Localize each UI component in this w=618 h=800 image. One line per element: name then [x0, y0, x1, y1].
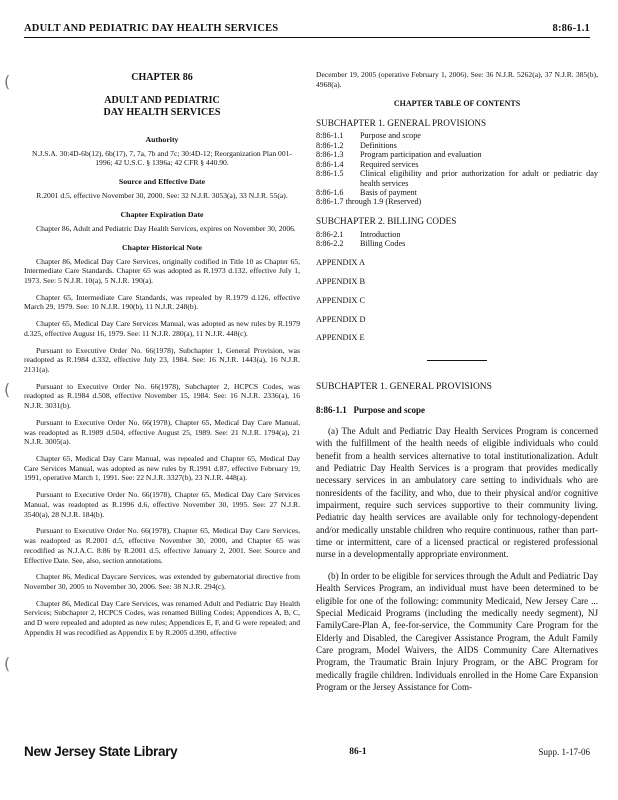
history-note: Chapter 86, Medical Day Care Services, was renamed Adult and Pediatric Day Health Services; Subchapter 2, HCPCS Codes, was renamed Billing Codes; Appendices A, B, C, and D were repealed and adopted as new rules; Appendices E, F, and G were repealed; and Appendix H was recodified as Appendix E by R.2005 d.390, effective: [24, 598, 300, 637]
appendix-item[interactable]: APPENDIX A: [316, 258, 366, 268]
history-heading: Chapter Historical Note: [122, 242, 202, 252]
binding-mark: (: [4, 380, 11, 399]
history-continuation: December 19, 2005 (operative February 1, 2006). See: 36 N.J.R. 5262(a), 37 N.J.R. 385(b), 4968(a).: [316, 70, 598, 89]
toc-entry[interactable]: 8:86-1.5 Clinical eligibility and prior authorization for adult or pediatric day health services: [316, 169, 598, 188]
history-note: Pursuant to Executive Order No. 66(1978), Chapter 65, Medical Day Care Services, was readopted as R.2001 d.5, effective November 30, 2000, and Chapter 65 was recodified as N.J.A.C. 8:86 by R.2001 d.5, effective January 2, 2001. See: Source and Effective Date. See, also, section annotations.: [24, 526, 300, 565]
toc-entry[interactable]: 8:86-1.6 Basis of payment: [316, 187, 417, 197]
toc-entry[interactable]: 8:86-1.1 Purpose and scope: [316, 131, 421, 141]
toc-entry[interactable]: 8:86-1.4 Required services: [316, 159, 419, 169]
toc-reserved: 8:86-1.7 through 1.9 (Reserved): [316, 197, 422, 207]
left-column: [24, 70, 300, 645]
toc-entry[interactable]: 8:86-2.2 Billing Codes: [316, 239, 406, 248]
binding-mark: (: [4, 654, 11, 673]
history-note: Chapter 86, Medical Daycare Services, was extended by gubernatorial directive from November 30, 2005 to November 30, 2006. See: 38 N.J.R. 294(c).: [24, 572, 300, 591]
chapter-title: ADULT AND PEDIATRIC DAY HEALTH SERVICES: [103, 94, 221, 118]
library-watermark: New Jersey State Library: [24, 744, 178, 759]
binding-mark: (: [4, 72, 11, 91]
right-column: [316, 70, 598, 702]
toc-entry[interactable]: 8:86-1.2 Definitions: [316, 140, 397, 150]
subchapter-heading: SUBCHAPTER 1. GENERAL PROVISIONS: [316, 382, 492, 393]
appendix-list: [316, 258, 598, 344]
source-heading: Source and Effective Date: [118, 177, 206, 187]
appendix-item[interactable]: APPENDIX D: [316, 314, 366, 324]
paragraph-b: (b) In order to be eligible for services through the Adult and Pediatric Day Health Services Program, an individual must have been determined to be eligible for one of the following: community Medicaid, New Jersey Care ... Special Medicaid Programs (including the medically needy segment), NJ FamilyCare-Plan A, fee-for-service, the Community Care Program for the Elderly and Disabled, the Caregiver Assistance Program, the Adult Family Care program, Model Waivers, the AIDS Community Care Alternatives Program, the Traumatic Brain Injury Program, or the ABC Program for medically fragile children. Individuals enrolled in the Home Care Expansion Program or the Jersey Assistance for Com-: [316, 570, 598, 693]
header-section: 8:86-1.1: [552, 23, 590, 34]
history-note: Pursuant to Executive Order No. 66(1978), Chapter 65, Medical Day Care Manual, was readopted as R.1989 d.504, effective August 25, 1989. See: 21 N.J.R. 1794(a), 21 N.J.R. 3005(a).: [24, 417, 300, 447]
page-footer: [24, 744, 590, 759]
source-text: R.2001 d.5, effective November 30, 2000. See: 32 N.J.R. 3053(a), 33 N.J.R. 55(a).: [36, 191, 288, 201]
running-header: [24, 23, 590, 38]
history-note: Chapter 86, Medical Day Care Services, originally codified in Title 10 as Chapter 65, Intermediate Care Standards. Chapter 65 was adopted as R.1973 d.132, effective July 1, 1973. See: 5 N.J.R. 10(a), 5 N.J.R. 190(a).: [24, 256, 300, 285]
toc-subchapter-2: SUBCHAPTER 2. BILLING CODES: [316, 215, 457, 226]
section-number: 8:86-1.1: [316, 405, 347, 416]
section-title: Purpose and scope: [353, 405, 426, 416]
page-number: 86-1: [349, 746, 367, 757]
toc-title: CHAPTER TABLE OF CONTENTS: [393, 99, 521, 109]
expiration-heading: Chapter Expiration Date: [120, 209, 204, 219]
paragraph-a: (a) The Adult and Pediatric Day Health Services Program is concerned with the fulfillment of the health needs of eligible individuals who could benefit from a health services alternative to total institutionalization. Adult and Pediatric Day Health Services is a program that provides medically necessary services in an ambulatory care setting to individuals who are nonresidents of the facility, and who, due to their physical and/or cognitive impairment, require such services supportive to their community living. Pediatric day health services are available only for technology-dependent and/or medically unstable children who require continuous, rather than part-time or intermittent, care of a licensed practical or registered professional nurse in a developmentally appropriate environment.: [316, 425, 598, 560]
authority-text: N.J.S.A. 30:4D-6b(12), 6b(17), 7, 7a, 7b and 7c; 30:4D-12; Reorganization Plan 001-1996; 42 U.S.C. § 1396a; 42 CFR § 440.90.: [32, 148, 292, 168]
section-divider: [427, 360, 487, 361]
header-title: ADULT AND PEDIATRIC DAY HEALTH SERVICES: [24, 23, 279, 34]
toc-subchapter-1: SUBCHAPTER 1. GENERAL PROVISIONS: [316, 117, 487, 128]
section-heading: [316, 405, 598, 417]
history-note: Pursuant to Executive Order No. 66(1978), Subchapter 2, HCPCS Codes, was readopted as R.1984 d.508, effective November 15, 1984. See: 16 N.J.R. 2336(a), 16 N.J.R. 3031(b).: [24, 381, 300, 411]
history-note: Pursuant to Executive Order No. 66(1978), Subchapter 1, General Provision, was readopted as R.1984 d.332, effective July 23, 1984. See: 16 N.J.R. 1443(a), 16 N.J.R. 2131(a).: [24, 345, 300, 375]
supplement-date: Supp. 1-17-06: [538, 746, 590, 757]
history-note: Chapter 65, Intermediate Care Standards, was repealed by R.1979 d.126, effective March 29, 1979. See: 10 N.J.R. 190(b), 11 N.J.R. 248(b).: [24, 292, 300, 312]
chapter-number: CHAPTER 86: [131, 72, 193, 83]
authority-heading: Authority: [145, 134, 179, 144]
appendix-item[interactable]: APPENDIX B: [316, 277, 366, 287]
history-note: Pursuant to Executive Order No. 66(1978), Chapter 65, Medical Day Care Services Manual, was readopted as R.1996 d.6, effective November 30, 1995. See: 27 N.J.R. 3540(a), 28 N.J.R. 184(b).: [24, 490, 300, 519]
appendix-item[interactable]: APPENDIX E: [316, 333, 365, 343]
expiration-text: Chapter 86, Adult and Pediatric Day Health Services, expires on November 30, 2006.: [36, 223, 296, 233]
history-note: Chapter 65, Medical Day Care Services Manual, was adopted as new rules by R.1979 d.325, effective August 16, 1979. See: 11 N.J.R. 280(a), 11 N.J.R. 448(c).: [24, 319, 300, 338]
appendix-item[interactable]: APPENDIX C: [316, 295, 366, 305]
history-note: Chapter 65, Medical Day Care Manual, was repealed and Chapter 65, Medical Day Care Services Manual, was adopted as new rules by R.1991 d.87, effective February 19, 1991, operative March 1, 1991. See: 22 N.J.R. 3327(b), 23 N.J.R. 448(a).: [24, 454, 300, 483]
toc-entry[interactable]: 8:86-2.1 Introduction: [316, 229, 401, 239]
toc-entry[interactable]: 8:86-1.3 Program participation and evaluation: [316, 150, 482, 160]
